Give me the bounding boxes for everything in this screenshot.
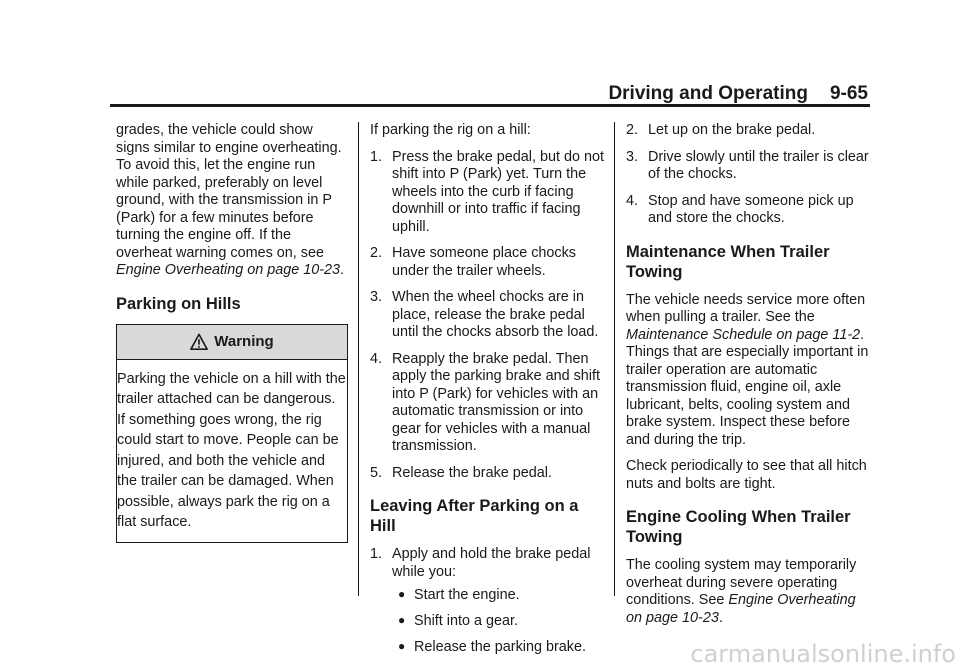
list-item (370, 546, 608, 657)
column-divider (358, 122, 359, 596)
list-item-text: When the wheel chocks are in place, release the brake pedal until the chocks absorb the load. (392, 289, 599, 340)
bullet-icon: ● (398, 639, 406, 653)
list-item-text: Have someone place chocks under the trailer wheels. (392, 245, 576, 279)
warning-box (116, 324, 348, 543)
list-item (370, 351, 608, 456)
list-item-text: Reapply the brake pedal. Then apply the parking brake and shift into P (Park) for vehicles with an automatic transmission or into gear for vehicles with a manual transmission. (392, 350, 600, 454)
numbered-list (370, 546, 608, 657)
list-item-text: Release the brake pedal. (392, 464, 553, 481)
column-3 (626, 122, 872, 636)
paragraph: Check periodically to see that all hitch nuts and bolts are tight. (626, 458, 867, 492)
paragraph (116, 122, 348, 280)
list-number: 4. (370, 350, 383, 367)
list-number: 2. (626, 122, 639, 138)
column-2 (370, 122, 608, 666)
bullet-text: Release the parking brake. (414, 639, 586, 655)
column-divider (614, 122, 615, 596)
list-number: 4. (626, 192, 639, 209)
list-item (626, 193, 872, 228)
bullet-icon: ● (398, 613, 406, 627)
bullet-list (392, 585, 608, 657)
column-1 (116, 122, 348, 543)
watermark: carmanualsonline.info (690, 640, 956, 668)
page-header (608, 83, 868, 105)
page-number: 9-65 (829, 83, 868, 104)
list-item-text: Press the brake pedal, but do not shift into P (Park) yet. Turn the wheels into the curb if facing downhill or into traffic if facing uphill. (392, 148, 605, 235)
bullet-item (392, 637, 608, 657)
bullet-icon: ● (398, 587, 406, 601)
section-heading: Leaving After Parking on a Hill (370, 497, 579, 535)
bullet-item (392, 585, 608, 605)
list-item-text: Apply and hold the brake pedal while you: (392, 546, 591, 580)
list-item-text: Let up on the brake pedal. (648, 122, 816, 138)
list-item (370, 149, 608, 237)
list-item (370, 289, 608, 342)
header-rule (110, 104, 870, 107)
list-item (626, 122, 872, 140)
cross-reference-link[interactable]: Maintenance Schedule on page 11-2 (626, 326, 861, 343)
list-number: 3. (626, 148, 639, 165)
bullet-text: Start the engine. (414, 587, 520, 603)
numbered-list (626, 122, 872, 228)
paragraph (626, 557, 872, 627)
paragraph-text: . (718, 609, 723, 626)
bullet-item (392, 611, 608, 631)
paragraph-text: . Things that are especially important in trailer operation are automatic transmission fluid, engine oil, axle lubricant, belts, cooling system and brake system. Inspect these before and during the trip. (626, 326, 869, 448)
list-number: 1. (370, 546, 383, 562)
list-item-text: Drive slowly until the trailer is clear of the chocks. (648, 148, 869, 182)
paragraph-text: The cooling system may temporarily overheat during severe operating conditions. See (626, 557, 857, 608)
numbered-list (370, 149, 608, 483)
paragraph: If parking the rig on a hill: (370, 122, 531, 138)
bullet-text: Shift into a gear. (414, 613, 519, 629)
paragraph-text: grades, the vehicle could show signs similar to engine overheating. To avoid this, let the engine run while parked, preferably on level ground, with the transmission in P (Park) for a few minutes before turning the engine off. If the overheat warning comes on, see (116, 122, 342, 261)
paragraph-text: The vehicle needs service more often when pulling a trailer. See the (626, 291, 866, 325)
section-heading: Parking on Hills (116, 294, 241, 313)
list-item (626, 149, 872, 184)
list-item (370, 465, 608, 483)
warning-triangle-icon (190, 333, 208, 351)
list-number: 5. (370, 464, 383, 481)
list-item-text: Stop and have someone pick up and store the chocks. (648, 192, 854, 226)
list-item (370, 245, 608, 280)
list-number: 2. (370, 245, 383, 261)
cross-reference-link[interactable]: Engine Overheating on page 10-23 (626, 592, 856, 626)
cross-reference-link[interactable]: Engine Overheating on page 10-23 (116, 262, 341, 278)
warning-text: Parking the vehicle on a hill with the trailer attached can be dangerous. If something goes wrong, the rig could start to move. People can be injured, and both the vehicle and the trailer can be damaged. When possible, always park the rig on a flat surface. (117, 370, 346, 530)
paragraph-text: . (340, 262, 345, 278)
section-heading: Engine Cooling When Trailer Towing (626, 508, 851, 546)
paragraph (626, 292, 872, 450)
list-number: 3. (370, 289, 383, 305)
warning-label: Warning (214, 332, 274, 350)
section-heading: Maintenance When Trailer Towing (626, 242, 830, 281)
warning-header (117, 325, 347, 360)
section-title: Driving and Operating (608, 83, 808, 104)
list-number: 1. (370, 148, 383, 165)
